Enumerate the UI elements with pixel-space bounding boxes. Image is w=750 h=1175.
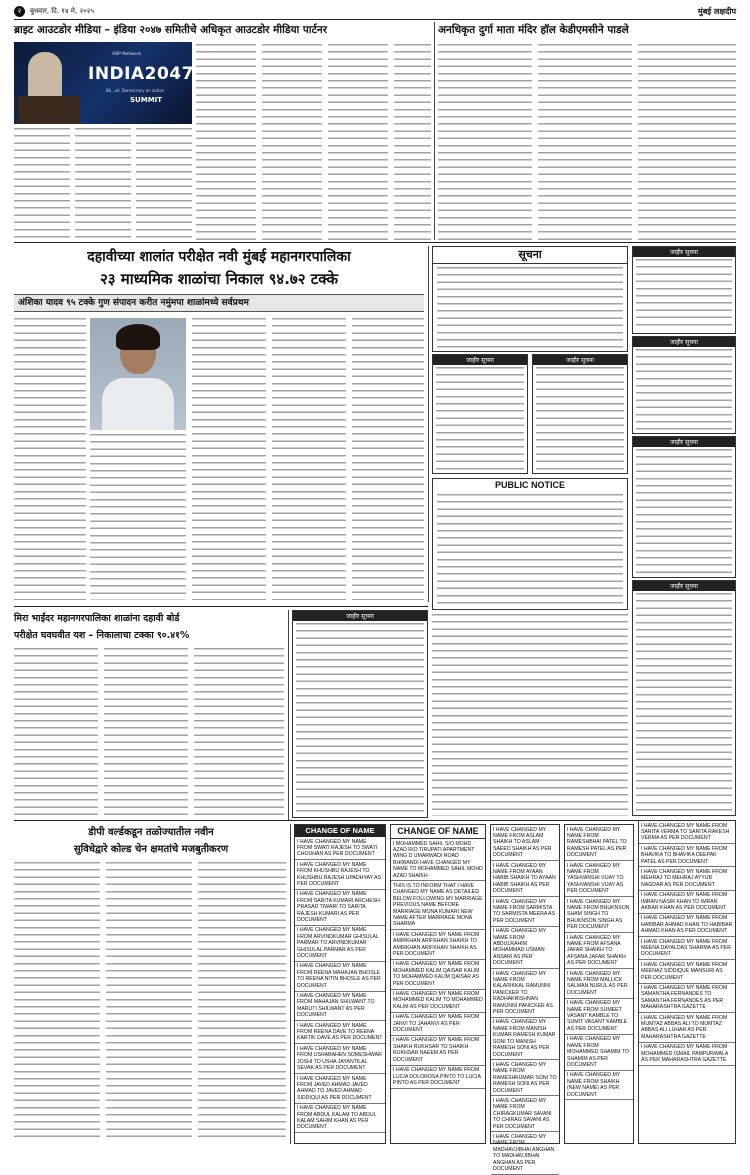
notice-box-d: जाहीर सूचना <box>632 336 736 434</box>
notice-box-e: जाहीर सूचना <box>632 436 736 578</box>
change-of-name-entry: I HAVE CHANGED MY NAME FROM SARITA KUMARI ARCHESH PRASAD TIWARI TO SARITA RAJESH KUMARI AS PER DOCUMENT <box>295 890 385 926</box>
lead-subhead: अंशिका यादव ९५ टक्के गुण संपादन करीत नमुंमपा शाळांमध्ये सर्वप्रथम <box>14 294 424 312</box>
lead-text-col3 <box>192 318 266 600</box>
change-of-name-entry: I HAVE CHANGED MY NAME FROM MEENA DAYALDAS SHARMA AS PER DOCUMENT <box>639 937 735 960</box>
change-of-name-entry: I HAVE CHANGED MY NAME FROM SWATI RAJESH TO SWATI CHOUHAN AS PER DOCUMENT <box>295 837 385 860</box>
change-of-name-entry: I HAVE CHANGED MY NAME FROM LUCIA DOLOROSA PINTO TO LUCIA PINTO AS PER DOCUMENT <box>391 1066 485 1089</box>
change-of-name-entry: I HAVE CHANGED MY NAME FROM SUMEET VASANT KAMBLE TO SUMIT VASANT KAMBLE AS PER DOCUMENT <box>565 999 633 1035</box>
change-of-name-title: CHANGE OF NAME <box>295 825 385 837</box>
public-notice-continuation <box>432 614 628 816</box>
newspaper-brand: मुंबई लक्षदीप <box>697 7 736 16</box>
notice-box-a: जाहीर सूचना <box>432 354 528 474</box>
change-of-name-col-far-right <box>638 820 736 1144</box>
story3-headline-line1: मिरा भाईंदर महानगरपालिका शाळांना दहावी बोर्ड <box>14 613 180 624</box>
lead-text-col2 <box>90 434 186 600</box>
change-of-name-entry: I HAVE CHANGED MY NAME FROM MOHAMMED SHAMIM TO SHAMIM AS PER DOCUMENT <box>565 1035 633 1071</box>
change-of-name-entry: I HAVE CHANGED MY NAME FROM SARITA VERMA TO SARITA RAKESH VERMA AS PER DOCUMENT <box>639 821 735 844</box>
change-of-name-entry: I HAVE CHANGED MY NAME FROM SHAIKH (NEW NAME) AS PER DOCUMENT <box>565 1071 633 1101</box>
change-of-name-entry: I HAVE CHANGED MY NAME FROM MALLICK SALMAN NURUL AS PER DOCUMENT <box>565 969 633 999</box>
change-of-name-entry: I HAVE CHANGED MY NAME FROM REENA DAVE TO REENA KARTIK DAVE AS PER DOCUMENT <box>295 1021 385 1044</box>
banner-summit: SUMMIT <box>130 96 163 104</box>
story-mira-bhayandar-headline <box>14 610 284 644</box>
story3-text-col1 <box>14 648 98 818</box>
story-kdmc-headline: अनधिकृत दुर्गा माता मंदिर हॉल केडीएमसीने पाडले <box>438 24 629 36</box>
change-of-name-entry: I HAVE CHANGED MY NAME FROM RAMESHBHAI PATEL TO RAMESH PATEL AS PER DOCUMENT <box>565 825 633 861</box>
story1-text-col-under-photo-b <box>75 128 131 240</box>
story4-text-col1 <box>14 862 100 1142</box>
page-date: बुधवार, दि. १४ मे, २०२५ <box>30 7 95 15</box>
lead-headline <box>14 246 424 294</box>
change-of-name-entry: I HAVE CHANGED MY NAME FROM MEENAZ SIDDIQUE MANSURI AS PER DOCUMENT <box>639 960 735 983</box>
page-header <box>14 6 736 18</box>
change-of-name-entry: I HAVE CHANGED MY NAME FROM MAHAJAN SHILWANT TO MARUTI SHILWANT AS PER DOCUMENT <box>295 992 385 1022</box>
change-of-name-entry: I HAVE CHANGED MY NAME FROM IMRAN NASIR KHAN TO IMRAN AKBAR KHAN AS PER DOCUMENT <box>639 891 735 914</box>
student-photo <box>90 318 186 430</box>
change-of-name-entry: I HAVE CHANGED MY NAME FROM USHABAHEN SOMESHWAR JOSHI TO USHA JAYANTILAL SEVAK AS PER DOCUMENT <box>295 1044 385 1074</box>
change-of-name-col-midright <box>490 824 560 1172</box>
story1-text-col3 <box>328 44 388 240</box>
change-of-name-entry: I HAVE CHANGED MY NAME FROM SHAIKH RUKHSAR TO SHAIKH RUKHSAR NAEEM AS PER DOCUMENT <box>391 1036 485 1066</box>
student-hair <box>116 324 160 350</box>
change-of-name-entry: I HAVE CHANGED MY NAME FROM MADHAVJIBHAI ANGHAN TO MADHAVJIBHAI ANGHAN AS PER DOCUMENT <box>491 1132 559 1174</box>
story1-text-col2 <box>262 44 322 240</box>
change-of-name-entry: I HAVE CHANGED MY NAME FROM KALARIKKAL RAMUNNI PANICKER TO RADHAKRISHNAN RAMUNNI PANICKER AS PER DOCUMENT <box>491 969 559 1018</box>
page-number: २ <box>14 6 25 17</box>
story4-headline-line2: सुविधेद्वारे कोल्ड चेन क्षमतांचे मजबुतीकरण <box>73 844 229 855</box>
change-of-name-entry: I HAVE CHANGED MY NAME FROM MOHAMMED KALIM QAISAR KALIM TO MOHAMMED KALIM QAISAR AS PER DOCUMENT <box>391 960 485 990</box>
change-of-name-entry: I HAVE CHANGED MY NAME FROM BHAVIKA TO BHAVIKA DEEPAK PATEL AS PER DOCUMENT <box>639 844 735 867</box>
change-of-name-entry: I HAVE CHANGED MY NAME FROM ARVINDKUMAR GHISULAL PARMAR TO ARVINDKUMAR GHISULAL PARMAR AS PER DOCUMENT <box>295 926 385 962</box>
story1-text-col1 <box>196 44 256 240</box>
notice-box-b: जाहीर सूचना <box>532 354 628 474</box>
lead-text-col1 <box>14 318 86 600</box>
notice-box-c: जाहीर सूचना <box>632 246 736 334</box>
story1-text-col-under-photo-a <box>14 128 70 240</box>
story-bright-outdoor-headline: ब्राइट आउटडोर मीडिया – इंडिया २०४७ समितीचे अधिकृत आउटडोर मीडिया पार्टनर <box>14 24 328 36</box>
change-of-name-entry: I HAVE CHANGED MY NAME FROM MEHRAJ TO MEHRAJ AYYUB NAGDAR AS PER DOCUMENT <box>639 867 735 890</box>
change-of-name-col-center <box>390 824 486 1144</box>
change-of-name-entry: I HAVE CHANGED MY NAME FROM MUMTAZ ABBAS ALI TO MUMTAZ ABBAS ALI LUHAR AS PER MAHARASHTRA GAZETTE <box>639 1013 735 1043</box>
public-notice-title: PUBLIC NOTICE <box>494 480 565 490</box>
change-of-name-entry: I HAVE CHANGED MY NAME FROM KHUSHBU RAJESH TO KHUSHBU RAJESH UPADHYAY AS PER DOCUMENT <box>295 860 385 890</box>
banner-subtitle: Bh...at: Democracy on action <box>106 88 165 93</box>
suchana-box <box>432 246 628 352</box>
story2-text-col3 <box>638 44 736 240</box>
banner-title: INDIA2047 <box>88 64 194 84</box>
story-dp-world-headline <box>14 824 288 858</box>
change-of-name-entry: I HAVE CHANGED MY NAME FROM MOHAMMED ISMAIL PAMPURWALA AS PER MAHARASHTRA GAZETTE <box>639 1043 735 1066</box>
change-of-name-entry: I HAVE CHANGED MY NAME FROM CHIRAGKUMAR SAVANI TO CHIRAG SAVANI AS PER DOCUMENT <box>491 1096 559 1132</box>
change-of-name-entry: I HAVE CHANGED MY NAME FROM MOHAMMED KALIM TO MOHAMMED KALIM AS PER DOCUMENT <box>391 990 485 1013</box>
change-of-name-entry: I HAVE CHANGED MY NAME FROM YASHVANSHI VIJAY TO YASHVANSHI VIJAY AS PER DOCUMENT <box>565 861 633 897</box>
story4-text-col3 <box>198 862 286 1142</box>
story1-text-col-under-photo-c <box>136 128 192 240</box>
change-of-name-entry: I MOHAMMED SAHIL S/O MOHD AZAD R/O TIRUPATI APARTMENT WING D UMARWADI ROAD BHIWANDI HAVE CHANGED MY NAME TO MOHAMMED SAHIL MOHD AZAD SHAIKH <box>391 839 485 881</box>
story3-text-col2 <box>104 648 188 818</box>
suchana-text <box>437 267 623 349</box>
story2-text-col1 <box>438 44 532 240</box>
change-of-name-entry: I HAVE CHANGED MY NAME FROM ASLAM SHAIKH TO ASLAM SAEED SHAIKH AS PER DOCUMENT <box>491 825 559 861</box>
lead-text-col5 <box>352 318 424 600</box>
change-of-name-entry: I HAVE CHANGED MY NAME FROM JANVI TO JAHANVI AS PER DOCUMENT <box>391 1013 485 1036</box>
notice-box-f: जाहीर सूचना <box>632 580 736 816</box>
india2047-photo <box>14 42 192 124</box>
change-of-name-entry: I HAVE CHANGED MY NAME FROM HABIBAR AHMAD KHAN TO HABIBAR AHMAD KHAN AS PER DOCUMENT <box>639 914 735 937</box>
story4-headline-line1: डीपी वर्ल्डकडून तळोज्यातील नवीन <box>88 827 214 838</box>
change-of-name-entry: THIS IS TO INFORM THAT I HAVE CHANGED MY NAME AS DETAILED BELOW FOLLOWING MY MARRIAGE PREVIOUS NAME BEFORE MARRIAGE MONA KUMARI NEW NAME AFTER MARRIAGE MONA SHARMA <box>391 881 485 930</box>
change-of-name-entry: I HAVE CHANGED MY NAME FROM RAMESHKUMAR SONI TO RAMESH SONI AS PER DOCUMENT <box>491 1060 559 1096</box>
lead-headline-line2: २३ माध्यमिक शाळांचा निकाल ९४.७२ टक्के <box>99 270 338 288</box>
story3-text-col3 <box>194 648 284 818</box>
change-of-name-entry: I HAVE CHANGED MY NAME FROM MANISH KUMAR RAMESH KUMAR SONI TO MANISH RAMESH SONI AS PER DOCUMENT <box>491 1018 559 1060</box>
change-of-name-col-right <box>564 824 634 1144</box>
change-of-name-col-left <box>294 824 386 1144</box>
change-of-name-entry: I HAVE CHANGED MY NAME FROM ABDUL KALAM TO ABDUL KALAM SAHIM KHAN AS PER DOCUMENT <box>295 1104 385 1134</box>
change-of-name-entry: I HAVE CHANGED MY NAME FROM ABDULRAHIM MOHAMMAD USMAN ANSARI AS PER DOCUMENT <box>491 927 559 969</box>
change-of-name-entry: I HAVE CHANGED MY NAME FROM AMIRKHAN ARIFKHAN SHAIKH TO AMIRKHAN ARIFKHAN SHAIKH AS PER DOCUMENT <box>391 930 485 960</box>
change-of-name-entry: I HAVE CHANGED MY NAME FROM SAMANTHA FERNANDES TO SAMANTHA FERNANDES AS PER MAHARASHTRA GAZETTE <box>639 984 735 1014</box>
change-of-name-entry: I HAVE CHANGED MY NAME FROM AYAAN HABIB SHAIKH TO AYAAN HABIB SHAIKH AS PER DOCUMENT <box>491 861 559 897</box>
banner-network: ABP Network <box>112 52 142 57</box>
lead-text-col4 <box>272 318 346 600</box>
change-of-name-entry: I HAVE CHANGED MY NAME FROM SARMISTA TO SARMISTA MEERA AS PER DOCUMENT <box>491 897 559 927</box>
suchana-title: सूचना <box>433 247 627 264</box>
story2-text-col2 <box>538 44 632 240</box>
story4-text-col2 <box>106 862 192 1142</box>
public-notice-box <box>432 478 628 610</box>
student-shirt <box>102 378 174 430</box>
photo-podium <box>18 96 80 124</box>
lead-headline-line1: दहावीच्या शालांत परीक्षेत नवी मुंबई महानगरपालिका <box>87 249 351 265</box>
change-of-name-entry: I HAVE CHANGED MY NAME FROM BHUKNSON SHAM SINGH TO BHUKNSON SINGH AS PER DOCUMENT <box>565 897 633 933</box>
story1-text-col4 <box>394 44 431 240</box>
change-of-name-entry: I HAVE CHANGED MY NAME FROM AFSANA JAFAR SHAIKH TO AFSANA JAFAR SHAIKH AS PER DOCUMENT <box>565 933 633 969</box>
change-of-name-entry: I HAVE CHANGED MY NAME FROM JAVED AHMAD JAVED AHMAD TO JAVED AHMAD SIDDIQUI AS PER DOCUMENT <box>295 1074 385 1104</box>
story3-headline-line2: परीक्षेत घवघवीत यश – निकालाचा टक्का ९०.४१% <box>14 630 190 641</box>
notice-box-middle: जाहीर सूचना <box>292 610 428 818</box>
change-of-name-entry: I HAVE CHANGED MY NAME FROM REENA MAHAJAN BHOSLE TO REENA NITIN BHOSLE AS PER DOCUMENT <box>295 962 385 992</box>
change-of-name-big-title: CHANGE OF NAME <box>391 825 485 839</box>
